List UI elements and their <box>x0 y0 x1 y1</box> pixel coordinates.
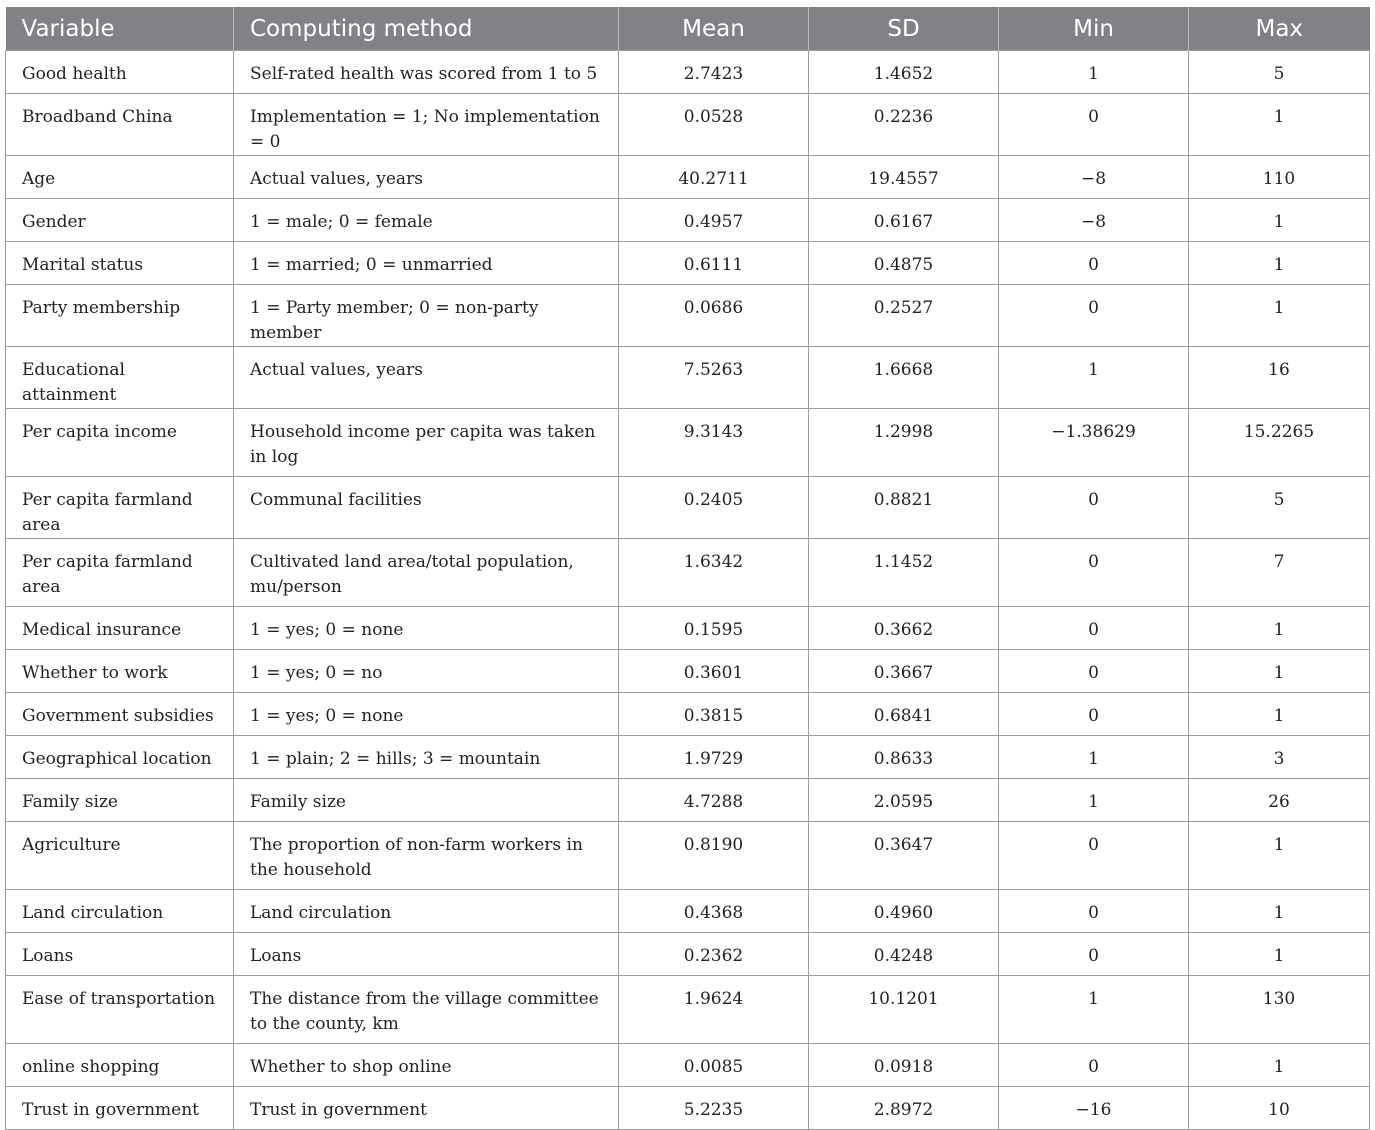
cell-method: Cultivated land area/total population, mu/person <box>234 539 619 607</box>
cell-method: Implementation = 1; No implementation = 0 <box>234 94 619 156</box>
cell-mean: 40.2711 <box>619 156 809 199</box>
cell-min: 0 <box>999 539 1189 607</box>
cell-variable: Geographical location <box>6 736 234 779</box>
cell-method: Communal facilities <box>234 477 619 539</box>
table-row <box>6 199 1370 242</box>
table-header-row <box>6 7 1370 51</box>
cell-max: 5 <box>1189 477 1370 539</box>
cell-mean: 9.3143 <box>619 409 809 477</box>
cell-mean: 0.2405 <box>619 477 809 539</box>
cell-sd: 0.3667 <box>809 650 999 693</box>
cell-sd: 2.0595 <box>809 779 999 822</box>
header-mean: Mean <box>619 7 809 51</box>
descriptive-statistics-table-container <box>5 7 1369 1130</box>
cell-mean: 0.0085 <box>619 1044 809 1087</box>
table-row <box>6 650 1370 693</box>
cell-sd: 0.4875 <box>809 242 999 285</box>
cell-sd: 10.1201 <box>809 976 999 1044</box>
cell-min: 0 <box>999 477 1189 539</box>
cell-method: 1 = yes; 0 = none <box>234 607 619 650</box>
cell-method: Household income per capita was taken in log <box>234 409 619 477</box>
cell-mean: 7.5263 <box>619 347 809 409</box>
cell-variable: Age <box>6 156 234 199</box>
header-variable: Variable <box>6 7 234 51</box>
table-row <box>6 94 1370 156</box>
cell-variable: Government subsidies <box>6 693 234 736</box>
table-row <box>6 976 1370 1044</box>
cell-sd: 0.4960 <box>809 890 999 933</box>
cell-min: −16 <box>999 1087 1189 1130</box>
cell-min: 0 <box>999 242 1189 285</box>
cell-sd: 19.4557 <box>809 156 999 199</box>
cell-sd: 1.2998 <box>809 409 999 477</box>
cell-variable: Ease of transportation <box>6 976 234 1044</box>
cell-min: 0 <box>999 693 1189 736</box>
cell-method: The distance from the village committee to the county, km <box>234 976 619 1044</box>
header-max: Max <box>1189 7 1370 51</box>
cell-min: −8 <box>999 156 1189 199</box>
header-computing-method: Computing method <box>234 7 619 51</box>
cell-method: Actual values, years <box>234 156 619 199</box>
header-sd: SD <box>809 7 999 51</box>
cell-sd: 0.8821 <box>809 477 999 539</box>
cell-method: Loans <box>234 933 619 976</box>
cell-sd: 2.8972 <box>809 1087 999 1130</box>
cell-variable: Land circulation <box>6 890 234 933</box>
cell-variable: Per capita farmland area <box>6 477 234 539</box>
cell-variable: Per capita farmland area <box>6 539 234 607</box>
cell-method: 1 = male; 0 = female <box>234 199 619 242</box>
cell-min: 1 <box>999 51 1189 94</box>
cell-min: 1 <box>999 736 1189 779</box>
table-row <box>6 933 1370 976</box>
cell-mean: 0.3601 <box>619 650 809 693</box>
cell-max: 1 <box>1189 933 1370 976</box>
cell-max: 1 <box>1189 94 1370 156</box>
cell-mean: 0.0686 <box>619 285 809 347</box>
cell-variable: Broadband China <box>6 94 234 156</box>
table-row <box>6 409 1370 477</box>
cell-mean: 0.1595 <box>619 607 809 650</box>
cell-variable: Medical insurance <box>6 607 234 650</box>
table-row <box>6 242 1370 285</box>
cell-mean: 0.6111 <box>619 242 809 285</box>
cell-sd: 1.6668 <box>809 347 999 409</box>
cell-mean: 5.2235 <box>619 1087 809 1130</box>
cell-sd: 0.6841 <box>809 693 999 736</box>
cell-variable: Whether to work <box>6 650 234 693</box>
cell-max: 110 <box>1189 156 1370 199</box>
table-row <box>6 51 1370 94</box>
cell-min: 0 <box>999 890 1189 933</box>
cell-min: 0 <box>999 650 1189 693</box>
cell-min: 0 <box>999 1044 1189 1087</box>
cell-sd: 0.3647 <box>809 822 999 890</box>
cell-mean: 0.8190 <box>619 822 809 890</box>
cell-max: 3 <box>1189 736 1370 779</box>
cell-method: Family size <box>234 779 619 822</box>
cell-max: 1 <box>1189 199 1370 242</box>
cell-sd: 1.1452 <box>809 539 999 607</box>
cell-variable: Per capita income <box>6 409 234 477</box>
table-row <box>6 539 1370 607</box>
cell-variable: Agriculture <box>6 822 234 890</box>
table-row <box>6 779 1370 822</box>
cell-min: 1 <box>999 347 1189 409</box>
cell-method: 1 = plain; 2 = hills; 3 = mountain <box>234 736 619 779</box>
cell-max: 1 <box>1189 285 1370 347</box>
cell-max: 1 <box>1189 650 1370 693</box>
cell-max: 7 <box>1189 539 1370 607</box>
cell-max: 130 <box>1189 976 1370 1044</box>
table-row <box>6 156 1370 199</box>
cell-method: Self-rated health was scored from 1 to 5 <box>234 51 619 94</box>
cell-mean: 1.6342 <box>619 539 809 607</box>
cell-sd: 0.4248 <box>809 933 999 976</box>
cell-max: 16 <box>1189 347 1370 409</box>
table-row <box>6 285 1370 347</box>
table-row <box>6 1044 1370 1087</box>
cell-method: 1 = married; 0 = unmarried <box>234 242 619 285</box>
table-row <box>6 736 1370 779</box>
cell-method: Trust in government <box>234 1087 619 1130</box>
cell-min: 0 <box>999 285 1189 347</box>
table-row <box>6 607 1370 650</box>
cell-max: 1 <box>1189 693 1370 736</box>
cell-mean: 1.9729 <box>619 736 809 779</box>
cell-mean: 4.7288 <box>619 779 809 822</box>
cell-sd: 0.8633 <box>809 736 999 779</box>
cell-variable: online shopping <box>6 1044 234 1087</box>
cell-sd: 0.0918 <box>809 1044 999 1087</box>
cell-mean: 2.7423 <box>619 51 809 94</box>
cell-mean: 1.9624 <box>619 976 809 1044</box>
cell-min: 0 <box>999 933 1189 976</box>
cell-mean: 0.4957 <box>619 199 809 242</box>
cell-max: 1 <box>1189 1044 1370 1087</box>
cell-variable: Gender <box>6 199 234 242</box>
cell-variable: Trust in government <box>6 1087 234 1130</box>
cell-method: The proportion of non-farm workers in the household <box>234 822 619 890</box>
cell-min: −1.38629 <box>999 409 1189 477</box>
cell-min: 0 <box>999 607 1189 650</box>
cell-max: 15.2265 <box>1189 409 1370 477</box>
cell-sd: 1.4652 <box>809 51 999 94</box>
cell-method: 1 = yes; 0 = none <box>234 693 619 736</box>
cell-variable: Marital status <box>6 242 234 285</box>
cell-sd: 0.3662 <box>809 607 999 650</box>
cell-variable: Family size <box>6 779 234 822</box>
table-row <box>6 693 1370 736</box>
header-min: Min <box>999 7 1189 51</box>
cell-method: 1 = yes; 0 = no <box>234 650 619 693</box>
cell-min: 1 <box>999 976 1189 1044</box>
table-row <box>6 477 1370 539</box>
cell-min: 0 <box>999 822 1189 890</box>
cell-method: Actual values, years <box>234 347 619 409</box>
cell-variable: Party membership <box>6 285 234 347</box>
cell-min: 1 <box>999 779 1189 822</box>
cell-min: −8 <box>999 199 1189 242</box>
cell-max: 1 <box>1189 890 1370 933</box>
cell-max: 10 <box>1189 1087 1370 1130</box>
cell-method: Whether to shop online <box>234 1044 619 1087</box>
table-row <box>6 890 1370 933</box>
cell-method: Land circulation <box>234 890 619 933</box>
cell-variable: Good health <box>6 51 234 94</box>
cell-sd: 0.2236 <box>809 94 999 156</box>
cell-max: 5 <box>1189 51 1370 94</box>
cell-max: 1 <box>1189 822 1370 890</box>
table-row <box>6 822 1370 890</box>
cell-method: 1 = Party member; 0 = non-party member <box>234 285 619 347</box>
cell-variable: Educational attainment <box>6 347 234 409</box>
cell-sd: 0.2527 <box>809 285 999 347</box>
table-row <box>6 347 1370 409</box>
table-row <box>6 1087 1370 1130</box>
descriptive-statistics-table <box>5 7 1370 1130</box>
cell-variable: Loans <box>6 933 234 976</box>
cell-min: 0 <box>999 94 1189 156</box>
cell-max: 1 <box>1189 242 1370 285</box>
cell-sd: 0.6167 <box>809 199 999 242</box>
cell-mean: 0.0528 <box>619 94 809 156</box>
cell-mean: 0.4368 <box>619 890 809 933</box>
cell-max: 26 <box>1189 779 1370 822</box>
cell-mean: 0.3815 <box>619 693 809 736</box>
cell-max: 1 <box>1189 607 1370 650</box>
cell-mean: 0.2362 <box>619 933 809 976</box>
